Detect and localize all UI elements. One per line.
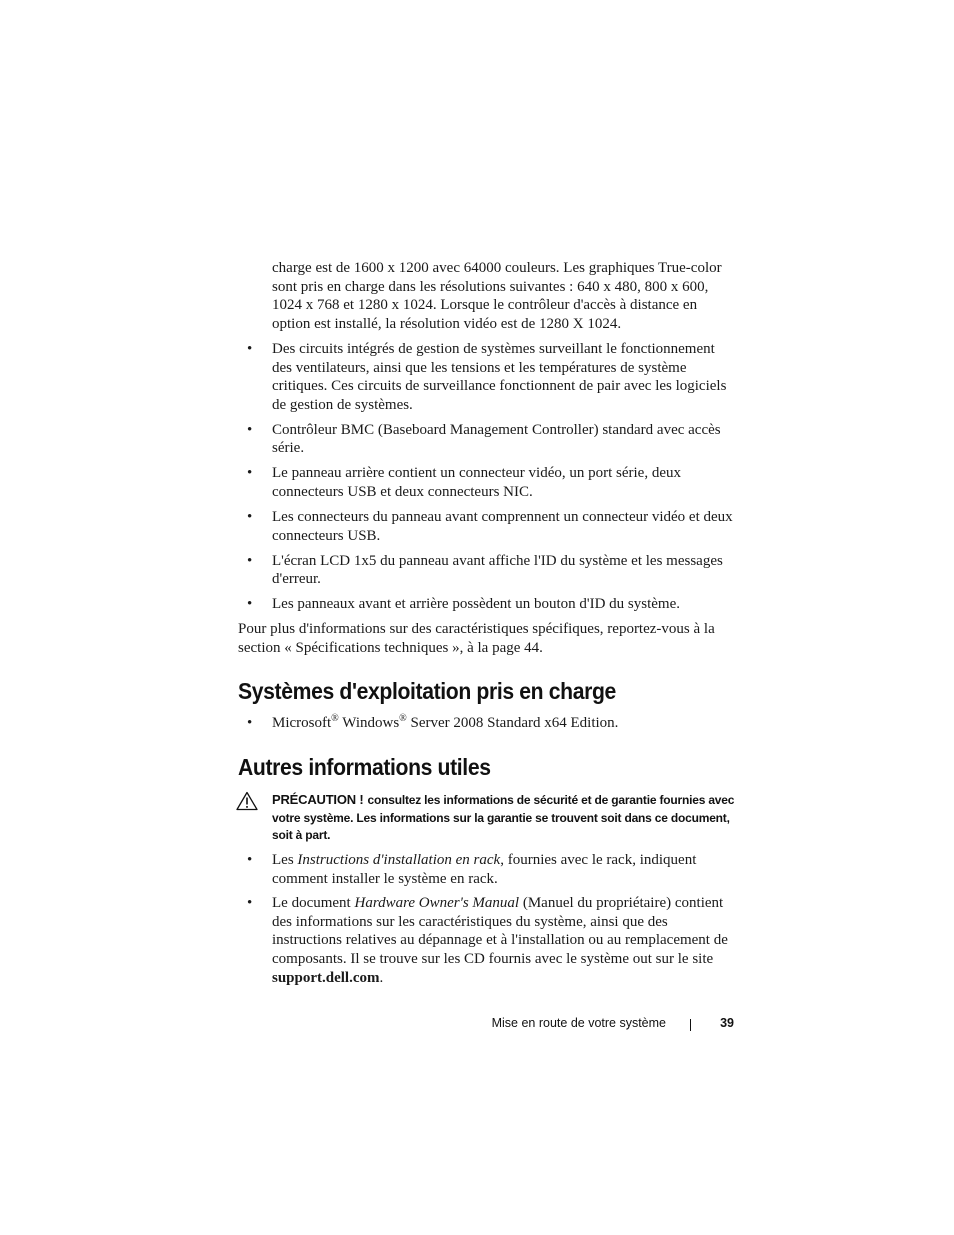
bullet: • [247,715,253,731]
list-item: • Les connecteurs du panneau avant comprennent un connecteur vidéo et deux connecteurs USB. [247,508,733,544]
page-footer [420,1016,736,1036]
bullet: • [247,895,253,912]
bullet: • [247,508,253,525]
continuation-paragraph: charge est de 1600 x 1200 avec 64000 couleurs. Les graphiques True-color sont pris en charge dans les résolutions suivantes : 640 x 480, 800 x 600, 1024 x 768 et 1280 x 1024. Lorsque le contrôleur d'accès à distance en option est installé, la résolution vidéo est de 1280 X 1024. [272,260,722,332]
docs-list [238,851,738,993]
section-heading-info: Autres informations utiles [238,754,491,780]
footer-divider [690,1019,691,1031]
caution-notice [236,791,738,845]
footer-title: Mise en route de votre système [491,1016,666,1030]
bullet: • [247,421,253,438]
bullet: • [247,852,253,868]
feature-list [238,340,738,620]
list-item: • Le document Hardware Owner's Manual (Manuel du propriétaire) contient des informations sur les caractéristiques du système, ainsi que des instructions relatives au dépannage et à l'installation ou au remplacement de composants. Il se trouve sur les CD fournis avec le système out sur le site support.dell.com. [247,895,728,986]
os-list [238,714,738,733]
list-item: • Microsoft® Windows® Server 2008 Standard x64 Edition. [247,713,619,731]
bullet: • [247,596,253,613]
doc-title: Hardware Owner's Manual [354,895,520,912]
list-item: • Les Instructions d'installation en rack, fournies avec le rack, indiquent comment installer le système en rack. [247,852,697,887]
bullet: • [247,341,253,357]
list-item: • Des circuits intégrés de gestion de systèmes surveillant le fonctionnement des ventilateurs, ainsi que les tensions et les températures de système critiques. Ces circuits de surveillance fonctionnent de pair avec les logiciels de gestion de systèmes. [247,341,727,413]
caution-text: PRÉCAUTION ! consultez les informations de sécurité et de garantie fournies avec votre système. Les informations sur la garantie se trouvent soit dans ce document, soit à part. [272,792,735,843]
bullet: • [247,465,253,482]
caution-label: PRÉCAUTION ! [272,792,364,807]
support-link[interactable]: support.dell.com [272,969,380,986]
list-item: • Le panneau arrière contient un connecteur vidéo, un port série, deux connecteurs USB et deux connecteurs NIC. [247,465,681,500]
more-info-paragraph: Pour plus d'informations sur des caractéristiques spécifiques, reportez-vous à la section « Spécifications techniques », à la page 44. [238,621,715,656]
list-item: • Les panneaux avant et arrière possèdent un bouton d'ID du système. [247,596,680,613]
section-heading-os: Systèmes d'exploitation pris en charge [238,678,616,704]
list-item: • L'écran LCD 1x5 du panneau avant affiche l'ID du système et les messages d'erreur. [247,552,723,588]
warning-icon [236,791,258,811]
list-item: • Contrôleur BMC (Baseboard Management Controller) standard avec accès série. [247,421,721,457]
bullet: • [247,552,253,569]
doc-title: Instructions d'installation en rack [297,852,501,868]
page-number: 39 [720,1016,734,1030]
